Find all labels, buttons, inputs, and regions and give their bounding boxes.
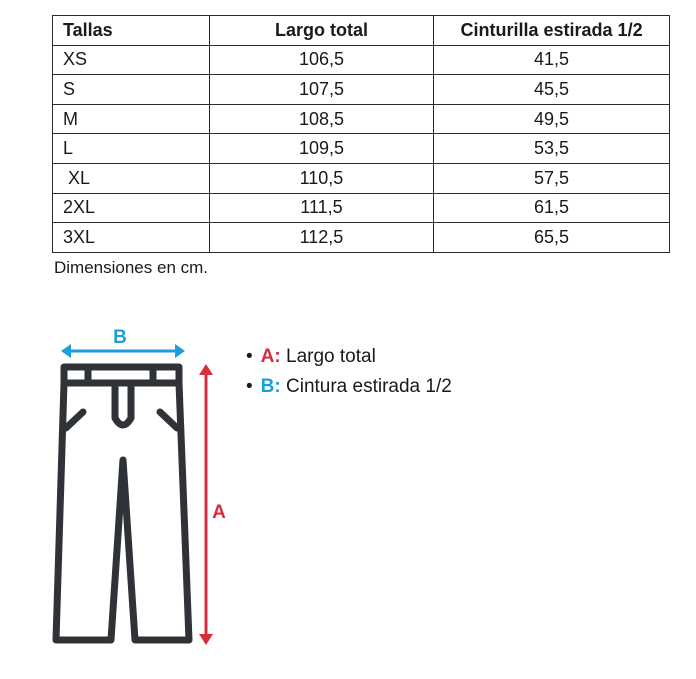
table-row bbox=[53, 104, 670, 134]
cell-waist: 41,5 bbox=[434, 45, 670, 75]
legend-item-b bbox=[246, 372, 452, 402]
legend bbox=[246, 342, 452, 402]
cell-length: 109,5 bbox=[209, 134, 433, 164]
cell-waist: 61,5 bbox=[434, 193, 670, 223]
cell-waist: 53,5 bbox=[434, 134, 670, 164]
cell-waist: 45,5 bbox=[434, 75, 670, 105]
cell-size: 3XL bbox=[53, 223, 210, 253]
cell-waist: 65,5 bbox=[434, 223, 670, 253]
pants-icon bbox=[56, 367, 189, 640]
label-b: B bbox=[113, 327, 127, 348]
legend-text-a: Largo total bbox=[280, 346, 376, 367]
label-a: A bbox=[212, 502, 226, 523]
cell-length: 106,5 bbox=[209, 45, 433, 75]
bullet-icon: • bbox=[246, 376, 253, 397]
table-row bbox=[53, 45, 670, 75]
header-size: Tallas bbox=[53, 16, 210, 46]
length-arrow bbox=[199, 364, 213, 645]
header-length: Largo total bbox=[209, 16, 433, 46]
legend-key-a: A: bbox=[260, 346, 281, 367]
cell-waist: 57,5 bbox=[434, 163, 670, 193]
table-header-row bbox=[53, 16, 670, 46]
cell-size: XS bbox=[53, 45, 210, 75]
cell-length: 111,5 bbox=[209, 193, 433, 223]
cell-length: 107,5 bbox=[209, 75, 433, 105]
legend-key-b: B: bbox=[260, 376, 281, 397]
units-note: Dimensiones en cm. bbox=[54, 258, 209, 277]
pants-diagram bbox=[48, 320, 238, 650]
table-row bbox=[53, 163, 670, 193]
table-row bbox=[53, 134, 670, 164]
legend-text-b: Cintura estirada 1/2 bbox=[280, 376, 452, 397]
cell-size: S bbox=[53, 75, 210, 105]
table-row bbox=[53, 193, 670, 223]
cell-size: L bbox=[53, 134, 210, 164]
cell-length: 112,5 bbox=[209, 223, 433, 253]
legend-item-a bbox=[246, 342, 452, 372]
cell-size: M bbox=[53, 104, 210, 134]
cell-length: 110,5 bbox=[209, 163, 433, 193]
cell-waist: 49,5 bbox=[434, 104, 670, 134]
header-waist: Cinturilla estirada 1/2 bbox=[434, 16, 670, 46]
bullet-icon: • bbox=[246, 346, 253, 367]
cell-size: 2XL bbox=[53, 193, 210, 223]
table-row bbox=[53, 223, 670, 253]
cell-size: XL bbox=[53, 163, 210, 193]
table-row bbox=[53, 75, 670, 105]
size-table bbox=[52, 15, 670, 253]
cell-length: 108,5 bbox=[209, 104, 433, 134]
